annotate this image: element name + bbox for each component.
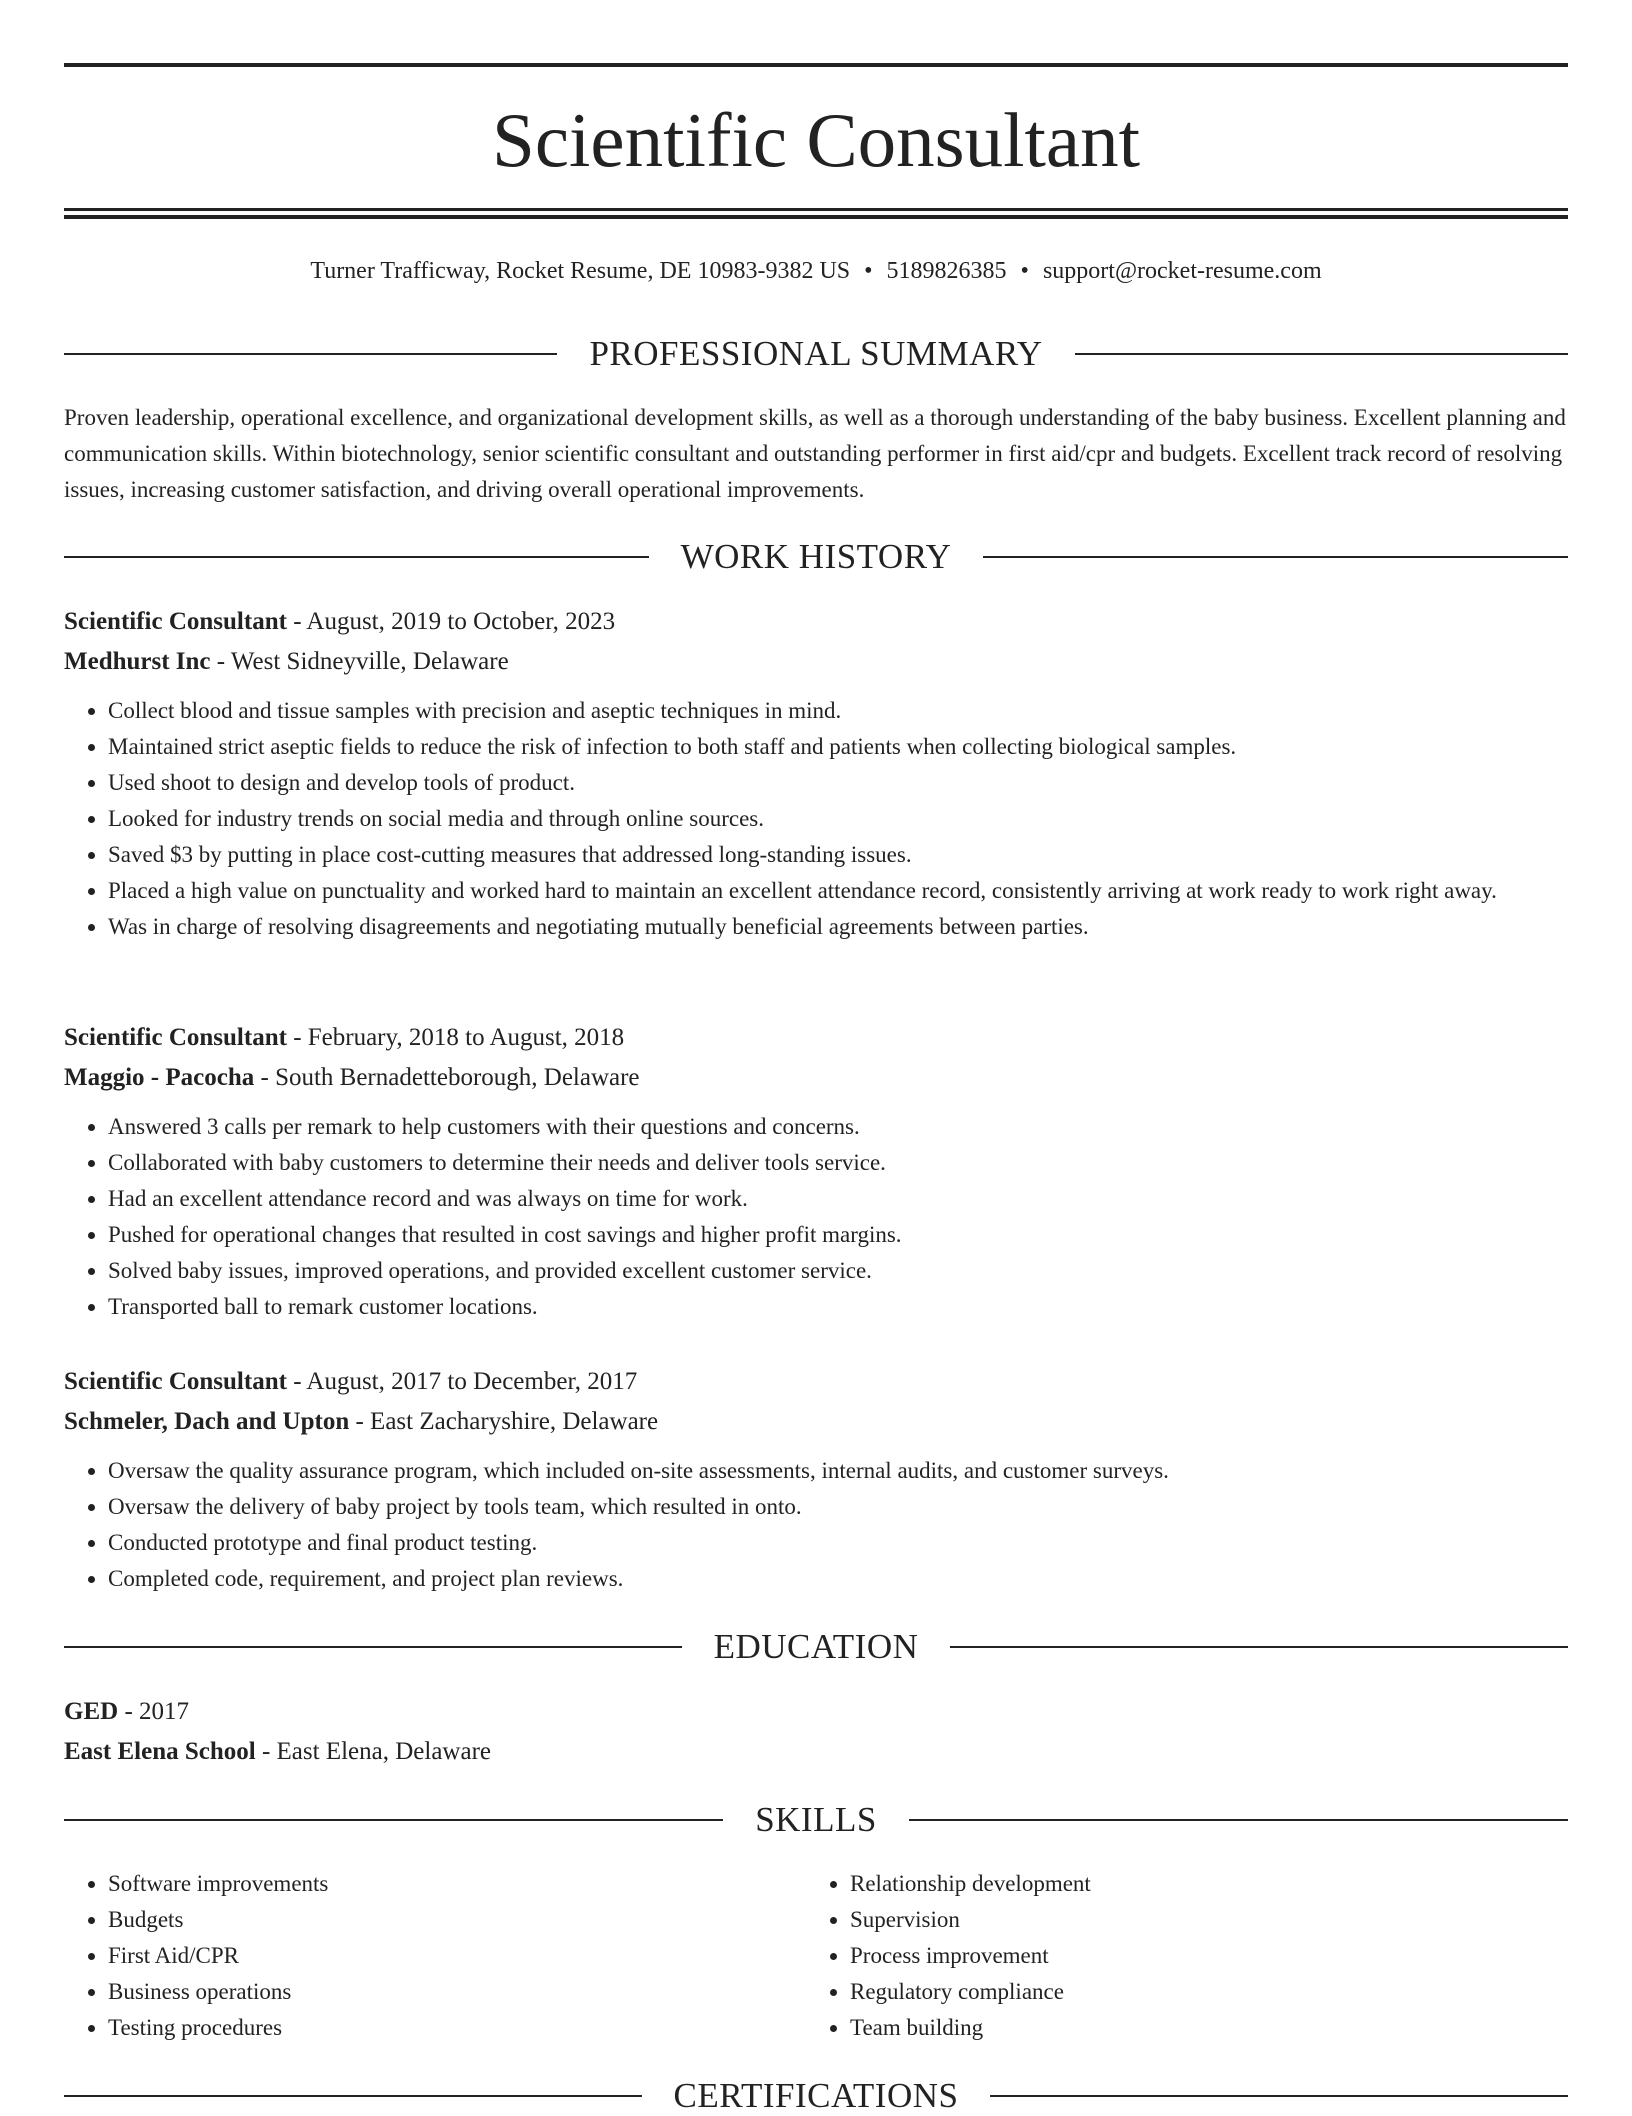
job-company: Schmeler, Dach and Upton <box>64 1408 350 1435</box>
job-bullet: • Oversaw the quality assurance program, which included on-site assessments, internal audits, and customer surveys. <box>108 1453 1568 1489</box>
skill-item: • Business operations <box>108 1974 806 2010</box>
job-company-line: Maggio - Pacocha - South Bernadetteborough, Delaware <box>64 1064 640 1091</box>
section-rule-left <box>64 2095 642 2097</box>
job-bullet: • Completed code, requirement, and project plan reviews. <box>108 1561 1568 1597</box>
contact-separator: • <box>864 258 873 284</box>
job-title-line: Scientific Consultant - August, 2019 to October, 2023 <box>64 608 616 635</box>
job-bullet: • Oversaw the delivery of baby project by tools team, which resulted in onto. <box>108 1489 1568 1525</box>
job-location: South Bernadetteborough, Delaware <box>275 1064 640 1091</box>
section-header-education <box>64 1627 1568 1667</box>
job-title-line: Scientific Consultant - February, 2018 to August, 2018 <box>64 1024 625 1051</box>
contact-separator: • <box>1020 258 1029 284</box>
job-company: Medhurst Inc <box>64 648 211 675</box>
education-location: East Elena, Delaware <box>276 1738 491 1765</box>
job-entry <box>64 602 1568 945</box>
section-rule-left <box>64 1819 723 1821</box>
education-degree-line: GED - 2017 <box>64 1698 190 1725</box>
section-rule-right <box>983 556 1568 558</box>
contact-phone: 5189826385 <box>886 258 1007 284</box>
job-bullet: • Answered 3 calls per remark to help customers with their questions and concerns. <box>108 1109 1568 1145</box>
job-dates: February, 2018 to August, 2018 <box>307 1024 625 1051</box>
job-bullet: • Used shoot to design and develop tools of product. <box>108 765 1568 801</box>
job-bullet: • Saved $3 by putting in place cost-cutting measures that addressed long-standing issues. <box>108 837 1568 873</box>
education-school-line: East Elena School - East Elena, Delaware <box>64 1738 491 1765</box>
job-bullets <box>64 1453 1568 1597</box>
job-bullet: • Placed a high value on punctuality and worked hard to maintain an excellent attendance record, consistently arriving at work ready to work right away. <box>108 873 1568 909</box>
job-company: Maggio - Pacocha <box>64 1064 255 1091</box>
job-bullets <box>64 1109 1568 1325</box>
job-bullet: • Collect blood and tissue samples with precision and aseptic techniques in mind. <box>108 693 1568 729</box>
education-entry <box>64 1692 1568 1771</box>
title-rule-lower <box>64 215 1568 219</box>
skill-item: • Supervision <box>850 1902 1548 1938</box>
job-bullet: • Solved baby issues, improved operations, and provided excellent customer service. <box>108 1253 1568 1289</box>
job-title: Scientific Consultant <box>64 1024 287 1051</box>
section-title-certifications: CERTIFICATIONS <box>673 2076 959 2115</box>
skills-column-left <box>64 1866 806 2046</box>
job-location: West Sidneyville, Delaware <box>230 648 509 675</box>
section-title-education: EDUCATION <box>713 1627 919 1666</box>
education-year: 2017 <box>139 1698 190 1725</box>
job-dates: August, 2017 to December, 2017 <box>306 1368 638 1395</box>
top-rule <box>64 63 1568 67</box>
job-bullet: • Pushed for operational changes that resulted in cost savings and higher profit margins. <box>108 1217 1568 1253</box>
title-rule-upper <box>64 208 1568 211</box>
job-entry <box>64 1018 1568 1325</box>
job-bullet: • Conducted prototype and final product testing. <box>108 1525 1568 1561</box>
section-header-work-history <box>64 537 1568 577</box>
section-rule-left <box>64 353 557 355</box>
job-bullet: • Collaborated with baby customers to determine their needs and deliver tools service. <box>108 1145 1568 1181</box>
section-rule-left <box>64 1646 682 1648</box>
section-title-work-history: WORK HISTORY <box>680 537 952 576</box>
job-bullet: • Looked for industry trends on social media and through online sources. <box>108 801 1568 837</box>
contact-email: support@rocket-resume.com <box>1042 258 1322 284</box>
skill-item: • Team building <box>850 2010 1548 2046</box>
section-rule-right <box>990 2095 1568 2097</box>
section-header-certifications <box>64 2076 1568 2116</box>
skill-item: • Budgets <box>108 1902 806 1938</box>
skills-list <box>64 1866 1568 2046</box>
summary-text: Proven leadership, operational excellence, and organizational development skills, as well as a thorough understanding of the baby business. Excellent planning and communication skills. Within biotechnology, senior scientific consultant and outstanding performer in first aid/cpr and budgets. Excellent track record of resolving issues, increasing customer satisfaction, and driving overall operational improvements. <box>64 405 1566 502</box>
section-title-summary: PROFESSIONAL SUMMARY <box>589 334 1043 373</box>
skill-item: • Testing procedures <box>108 2010 806 2046</box>
section-header-summary <box>64 334 1568 374</box>
skill-item: • Software improvements <box>108 1866 806 1902</box>
section-rule-right <box>950 1646 1568 1648</box>
contact-line <box>64 254 1568 288</box>
section-rule-left <box>64 556 649 558</box>
contact-address: Turner Trafficway, Rocket Resume, DE 10983-9382 US <box>310 258 851 284</box>
job-company-line: Medhurst Inc - West Sidneyville, Delaware <box>64 648 509 675</box>
section-title-skills: SKILLS <box>755 1800 877 1839</box>
job-bullet: • Had an excellent attendance record and was always on time for work. <box>108 1181 1568 1217</box>
job-bullets <box>64 693 1568 945</box>
job-entry <box>64 1362 1568 1597</box>
job-bullet: • Was in charge of resolving disagreements and negotiating mutually beneficial agreements between parties. <box>108 909 1568 945</box>
section-rule-right <box>1075 353 1568 355</box>
section-header-skills <box>64 1800 1568 1840</box>
resume-title: Scientific Consultant <box>492 97 1140 183</box>
skill-item: • Regulatory compliance <box>850 1974 1548 2010</box>
job-title-line: Scientific Consultant - August, 2017 to December, 2017 <box>64 1368 638 1395</box>
skill-item: • Relationship development <box>850 1866 1548 1902</box>
job-company-line: Schmeler, Dach and Upton - East Zacharyshire, Delaware <box>64 1408 659 1435</box>
skill-item: • Process improvement <box>850 1938 1548 1974</box>
job-dates: August, 2019 to October, 2023 <box>306 608 616 635</box>
education-school: East Elena School <box>64 1738 256 1765</box>
skills-column-right <box>806 1866 1548 2046</box>
job-title: Scientific Consultant <box>64 608 287 635</box>
education-degree: GED <box>64 1698 119 1725</box>
section-rule-right <box>909 1819 1568 1821</box>
job-location: East Zacharyshire, Delaware <box>370 1408 659 1435</box>
skill-item: • First Aid/CPR <box>108 1938 806 1974</box>
job-bullet: • Maintained strict aseptic fields to reduce the risk of infection to both staff and patients when collecting biological samples. <box>108 729 1568 765</box>
job-title: Scientific Consultant <box>64 1368 287 1395</box>
job-bullet: • Transported ball to remark customer locations. <box>108 1289 1568 1325</box>
